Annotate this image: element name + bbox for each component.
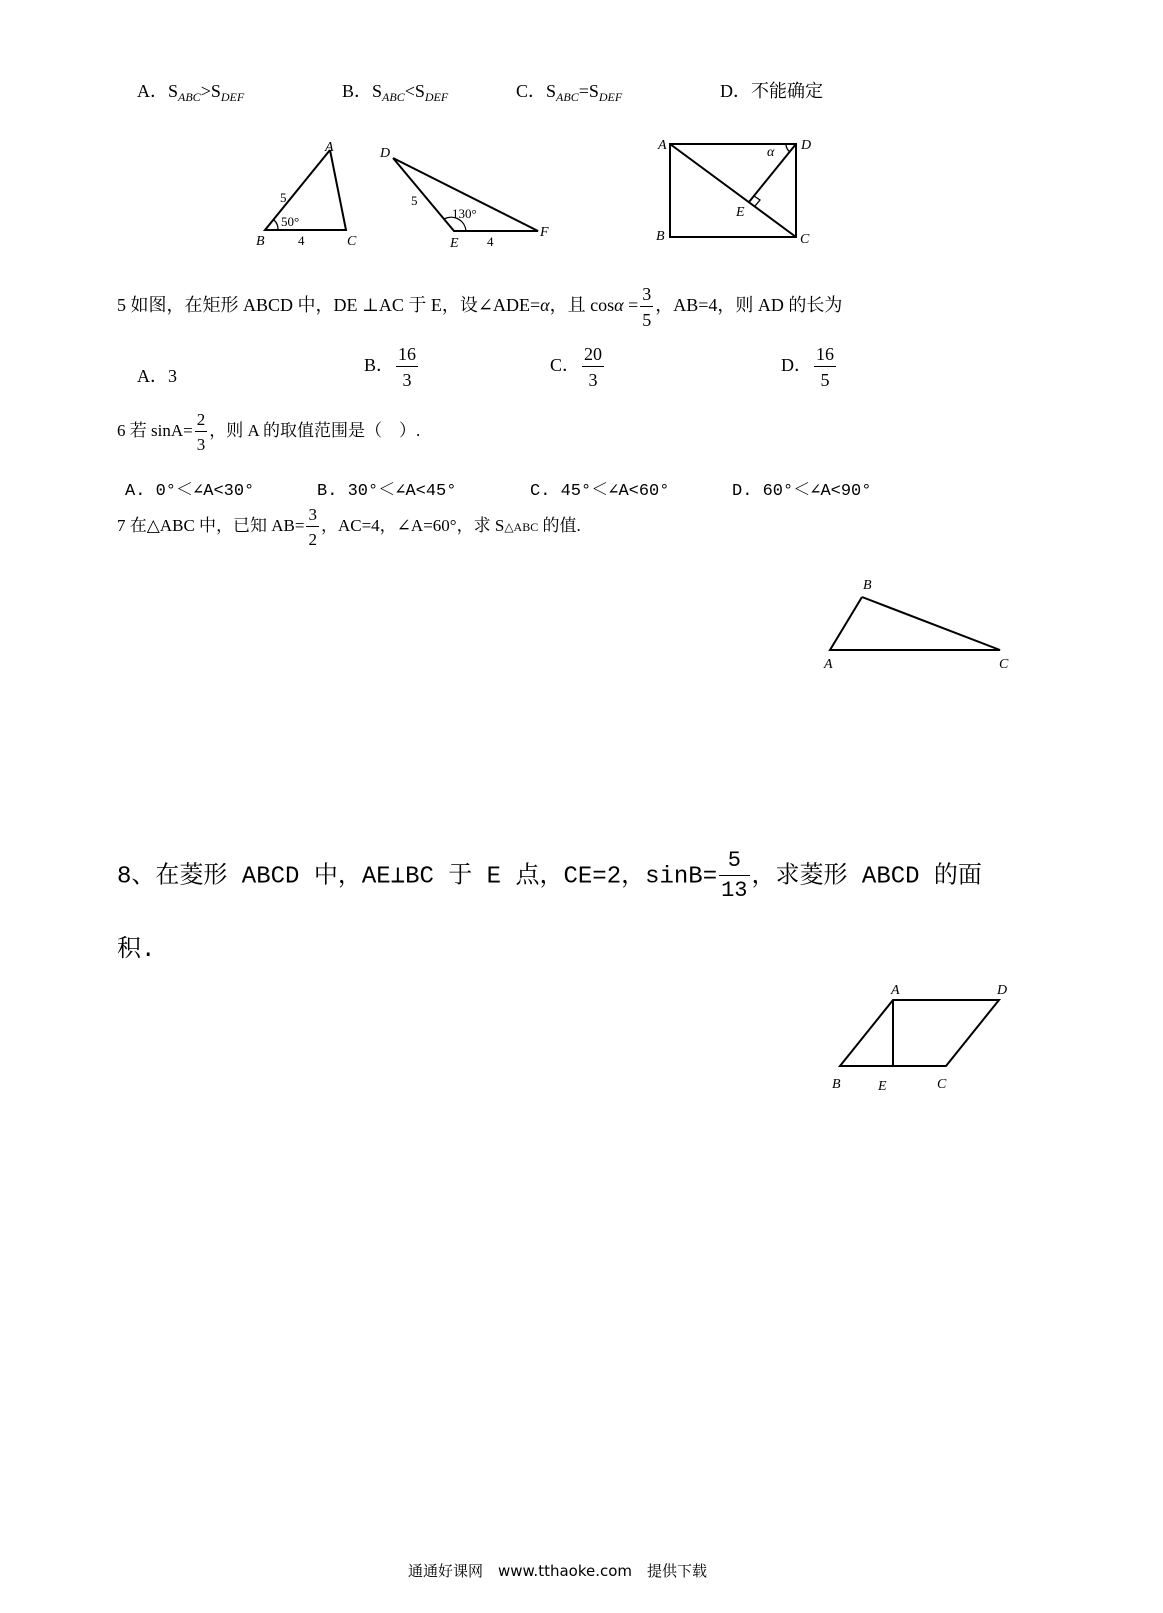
q6-option-b: B. 30°＜∠A<45° xyxy=(317,482,457,501)
label-a: A xyxy=(891,983,900,998)
label-e: E xyxy=(450,236,459,251)
q4-option-a: A．$S_{ABC}>S_{DEF}$ xyxy=(137,81,245,104)
q4-option-c: C．$S_{ABC}=S_{DEF}$ xyxy=(516,81,623,104)
q6-option-a: A. 0°＜∠A<30° xyxy=(125,482,255,501)
side-de-length: 5 xyxy=(411,193,418,208)
q5-option-c: C． $\frac{20}{3}$ xyxy=(550,344,603,390)
figure-triangle-def xyxy=(376,140,556,255)
question-5: 5 如图，在矩形 ABCD 中，DE ⊥AC 于 E，设∠ADE=α，且 cosα = $\frac{3}{5}$ ，AB=4，则 AD 的长为 xyxy=(117,284,843,330)
fraction-3-5: $\frac{3}{5}$ xyxy=(642,284,652,330)
figure-q8-rhombus xyxy=(825,975,1025,1100)
label-d: D xyxy=(997,983,1008,998)
label-b: B xyxy=(256,234,265,249)
q6-option-d: D. 60°＜∠A<90° xyxy=(732,482,872,501)
label-b: B xyxy=(863,578,872,593)
q4-option-b: B．$S_{ABC}<S_{DEF}$ xyxy=(342,81,449,104)
q5-option-b: B． $\frac{16}{3}$ xyxy=(364,344,417,390)
page-footer: 通通好课网 www.tthaoke.com 提供下载 xyxy=(408,1562,708,1580)
figure-rectangle-abcd xyxy=(648,132,828,252)
label-alpha: α xyxy=(767,145,775,160)
label-c: C xyxy=(999,657,1009,672)
label-a: A xyxy=(325,140,334,155)
label-c: C xyxy=(800,232,810,247)
q4-option-d: D．不能确定 xyxy=(720,81,823,101)
label-a: A xyxy=(824,657,833,672)
angle-e: 130° xyxy=(452,206,477,221)
label-e: E xyxy=(736,205,745,220)
label-d: D xyxy=(801,138,812,153)
question-7: 7 在△ABC 中，已知 AB= $\frac{3}{2}$ ，AC=4，∠A=60°，求 S△ABC 的值. xyxy=(117,505,581,549)
side-ef-length: 4 xyxy=(487,234,494,249)
figure-triangle-abc xyxy=(250,138,370,253)
q5-option-a: A．3 xyxy=(137,366,177,386)
figure-q7-triangle xyxy=(815,570,1025,675)
label-b: B xyxy=(656,229,665,244)
question-8: 8、在菱形 ABCD 中，AE⊥BC 于 E 点，CE=2，sinB= $\frac{5}{13}$ ，求菱形 ABCD 的面 xyxy=(117,848,982,903)
side-bc-length: 4 xyxy=(298,233,305,248)
label-c: C xyxy=(347,234,357,249)
q6-option-c: C. 45°＜∠A<60° xyxy=(530,482,670,501)
angle-b: 50° xyxy=(281,214,300,229)
label-c: C xyxy=(937,1077,947,1092)
label-d: D xyxy=(380,146,391,161)
side-ab-length: 5 xyxy=(280,190,287,205)
label-b: B xyxy=(832,1077,841,1092)
label-e: E xyxy=(878,1079,887,1094)
label-f: F xyxy=(540,225,549,240)
question-8-line-2: 积. xyxy=(117,937,156,964)
label-a: A xyxy=(658,138,667,153)
q5-option-d: D． $\frac{16}{5}$ xyxy=(781,344,834,390)
question-6: 6 若 sinA= $\frac{2}{3}$ ，则 A 的取值范围是（ ）. xyxy=(117,410,421,454)
